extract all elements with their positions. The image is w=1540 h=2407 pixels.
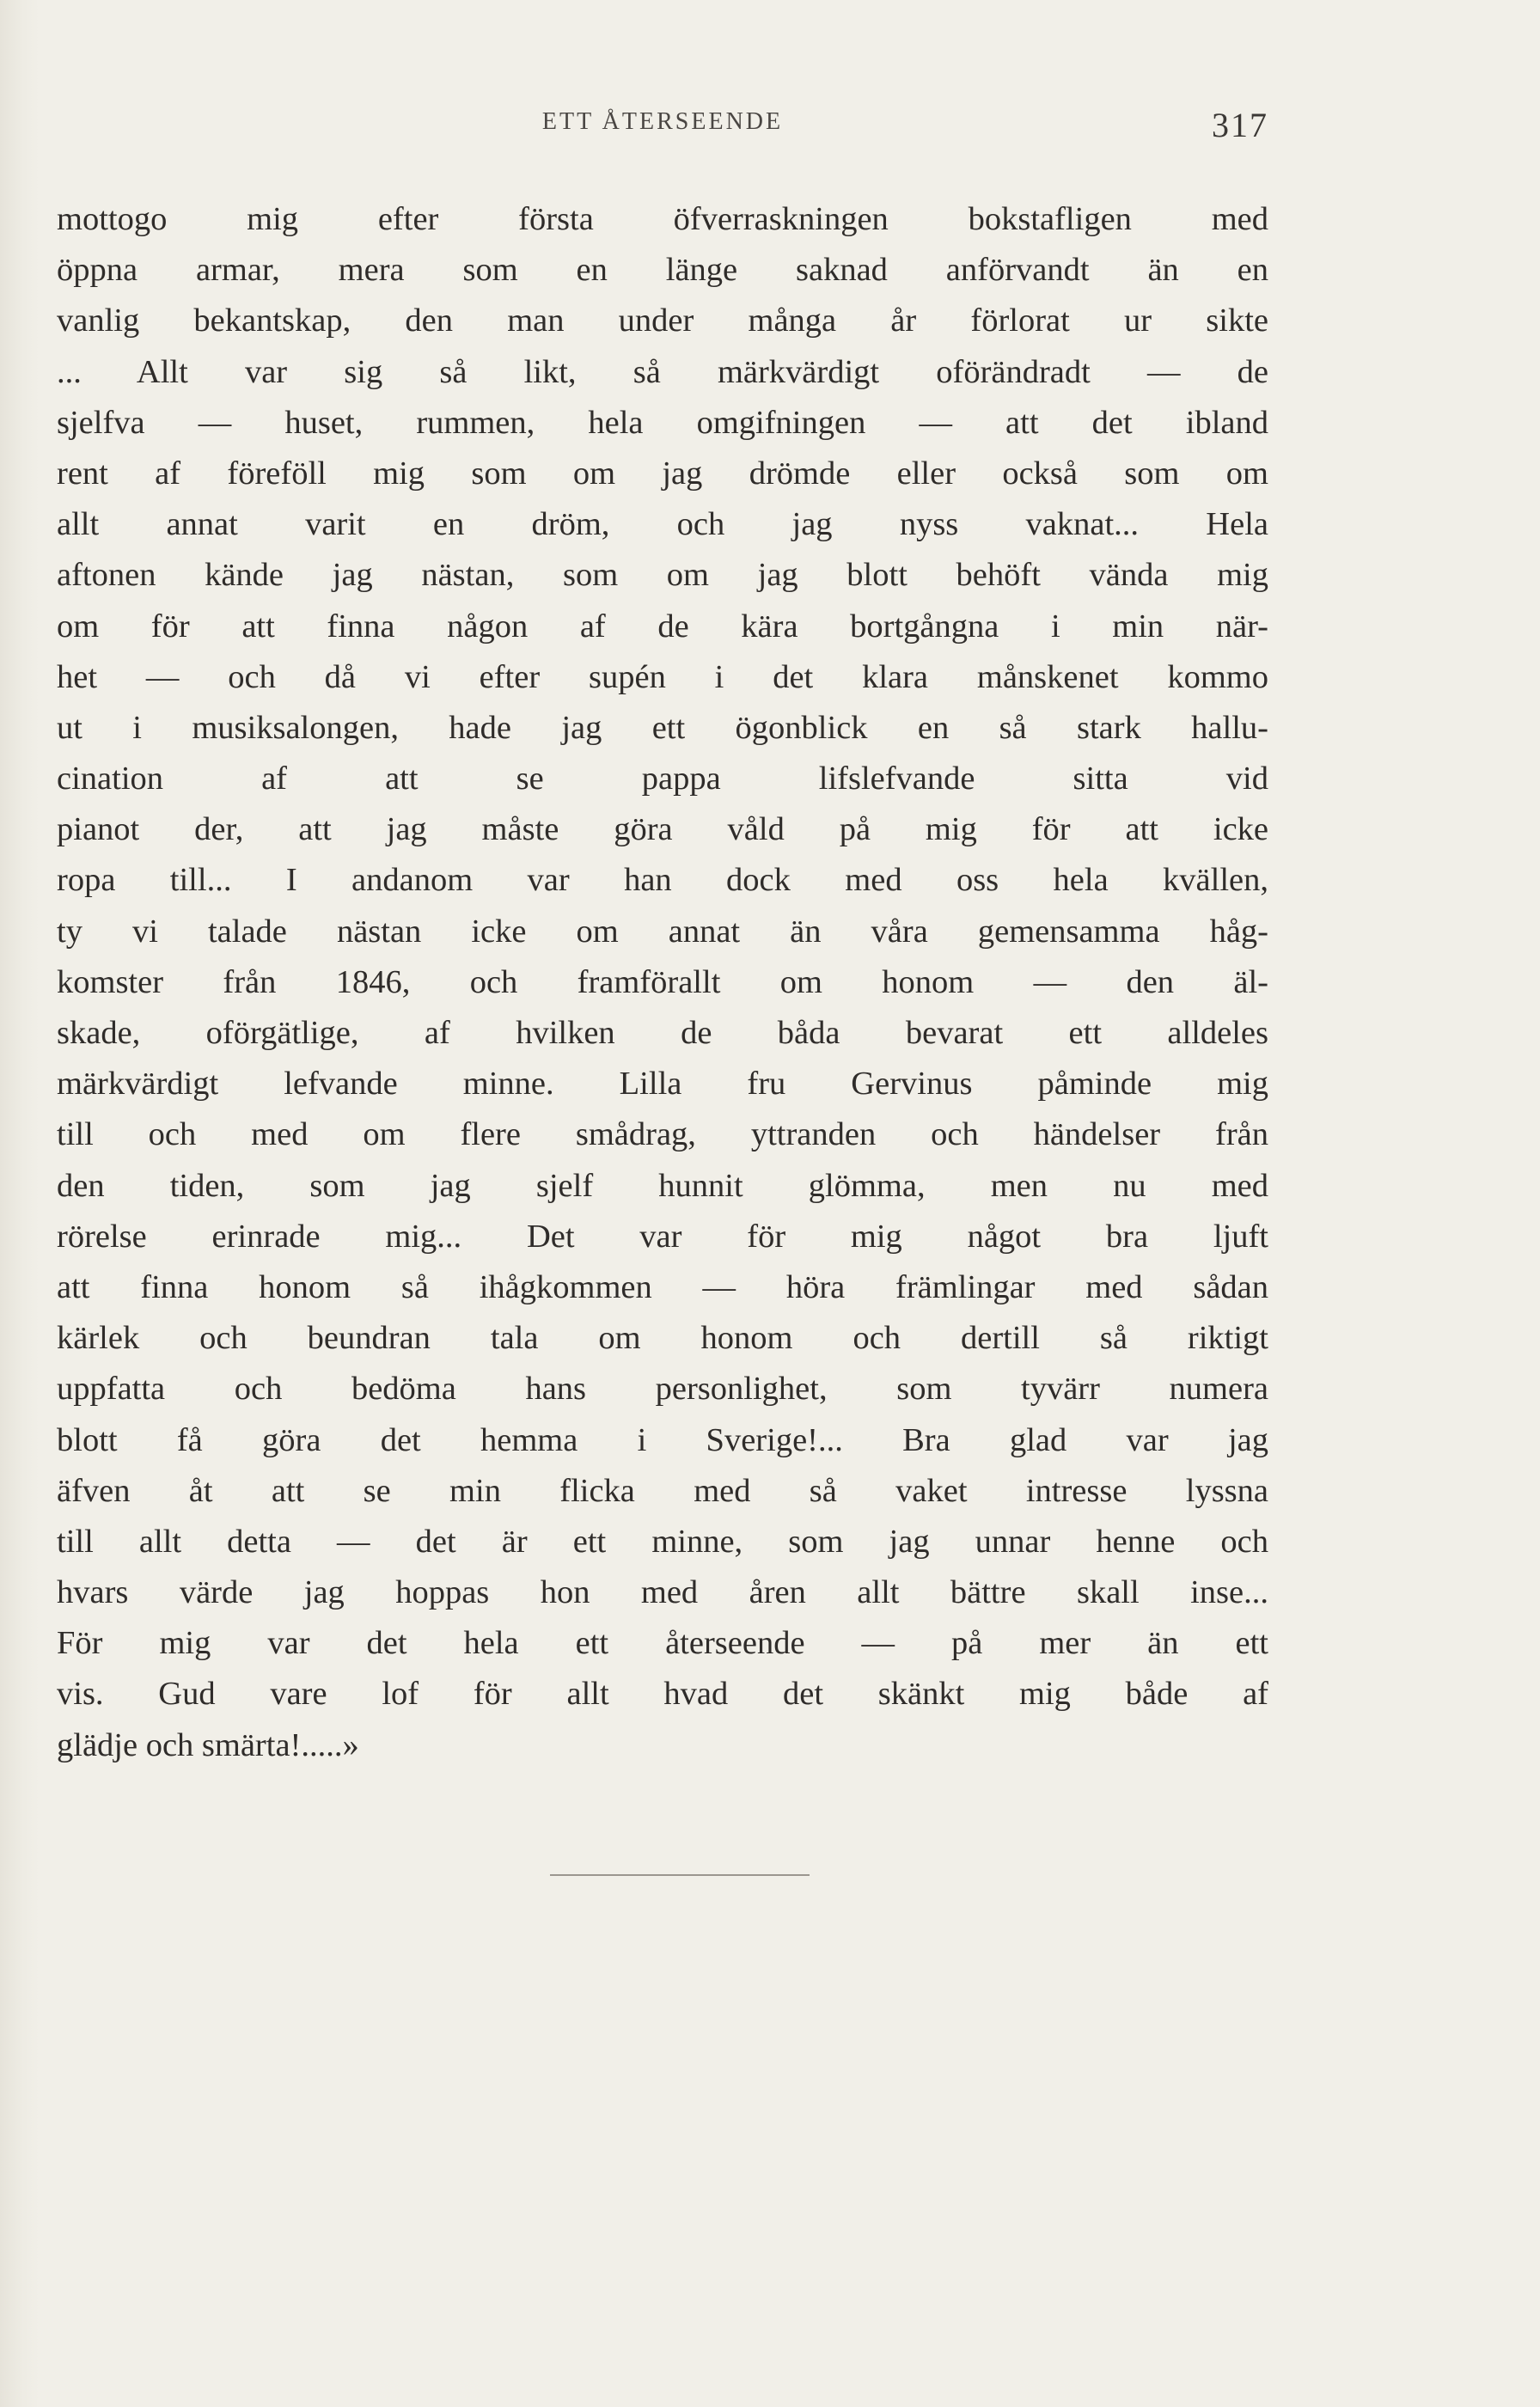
section-divider bbox=[550, 1874, 810, 1876]
text-line: mottogo mig efter första öfverraskningen bokstafligen med bbox=[57, 201, 1268, 237]
text-line: vanlig bekantskap, den man under många år förlorat ur sikte bbox=[57, 302, 1268, 339]
text-line: blott få göra det hemma i Sverige!... Bra glad var jag bbox=[57, 1421, 1268, 1458]
text-line: ty vi talade nästan icke om annat än våra gemensamma håg- bbox=[57, 913, 1268, 950]
text-line: ropa till... I andanom var han dock med oss hela kvällen, bbox=[57, 862, 1268, 899]
text-line: pianot der, att jag måste göra våld på mig för att icke bbox=[57, 811, 1268, 848]
text-line: märkvärdigt lefvande minne. Lilla fru Gervinus påminde mig bbox=[57, 1066, 1268, 1103]
text-line: att finna honom så ihågkommen — höra främlingar med sådan bbox=[57, 1268, 1268, 1305]
text-line: om för att finna någon af de kära bortgångna i min när- bbox=[57, 608, 1268, 645]
text-line: till och med om flere smådrag, yttranden och händelser från bbox=[57, 1116, 1268, 1153]
text-line: den tiden, som jag sjelf hunnit glömma, men nu med bbox=[57, 1167, 1268, 1204]
text-line: allt annat varit en dröm, och jag nyss vaknat... Hela bbox=[57, 506, 1268, 543]
text-line: komster från 1846, och framförallt om honom — den äl- bbox=[57, 963, 1268, 1000]
text-line: sjelfva — huset, rummen, hela omgifningen — att det ibland bbox=[57, 404, 1268, 441]
text-line: För mig var det hela ett återseende — på mer än ett bbox=[57, 1625, 1268, 1662]
text-line: cination af att se pappa lifslefvande sitta vid bbox=[57, 761, 1268, 797]
text-line: äfven åt att se min flicka med så vaket intresse lyssna bbox=[57, 1472, 1268, 1509]
page-number: 317 bbox=[1212, 106, 1268, 144]
text-line: glädje och smärta!.....» bbox=[57, 1726, 359, 1763]
text-line: öppna armar, mera som en länge saknad anförvandt än en bbox=[57, 252, 1268, 289]
text-line: aftonen kände jag nästan, som om jag blott behöft vända mig bbox=[57, 557, 1268, 594]
text-line: rent af föreföll mig som om jag drömde eller också som om bbox=[57, 455, 1268, 492]
body-text bbox=[57, 194, 1268, 1771]
page-edge-shadow bbox=[0, 0, 40, 2407]
text-line: skade, oförgätlige, af hvilken de båda bevarat ett alldeles bbox=[57, 1015, 1268, 1051]
text-line: vis. Gud vare lof för allt hvad det skänkt mig både af bbox=[57, 1676, 1268, 1713]
running-title: ETT ÅTERSEENDE bbox=[541, 108, 784, 135]
text-line: till allt detta — det är ett minne, som jag unnar henne och bbox=[57, 1523, 1268, 1560]
text-line: het — och då vi efter supén i det klara månskenet kommo bbox=[57, 658, 1268, 695]
text-line: rörelse erinrade mig... Det var för mig något bra ljuft bbox=[57, 1218, 1268, 1255]
text-line: hvars värde jag hoppas hon med åren allt bättre skall inse... bbox=[57, 1574, 1268, 1611]
text-line: uppfatta och bedöma hans personlighet, som tyvärr numera bbox=[57, 1371, 1268, 1408]
text-line: ut i musiksalongen, hade jag ett ögonblick en så stark hallu- bbox=[57, 709, 1268, 746]
text-line: kärlek och beundran tala om honom och dertill så riktigt bbox=[57, 1320, 1268, 1357]
page-header bbox=[57, 108, 1268, 156]
text-line: ... Allt var sig så likt, så märkvärdigt oförändradt — de bbox=[57, 353, 1268, 390]
